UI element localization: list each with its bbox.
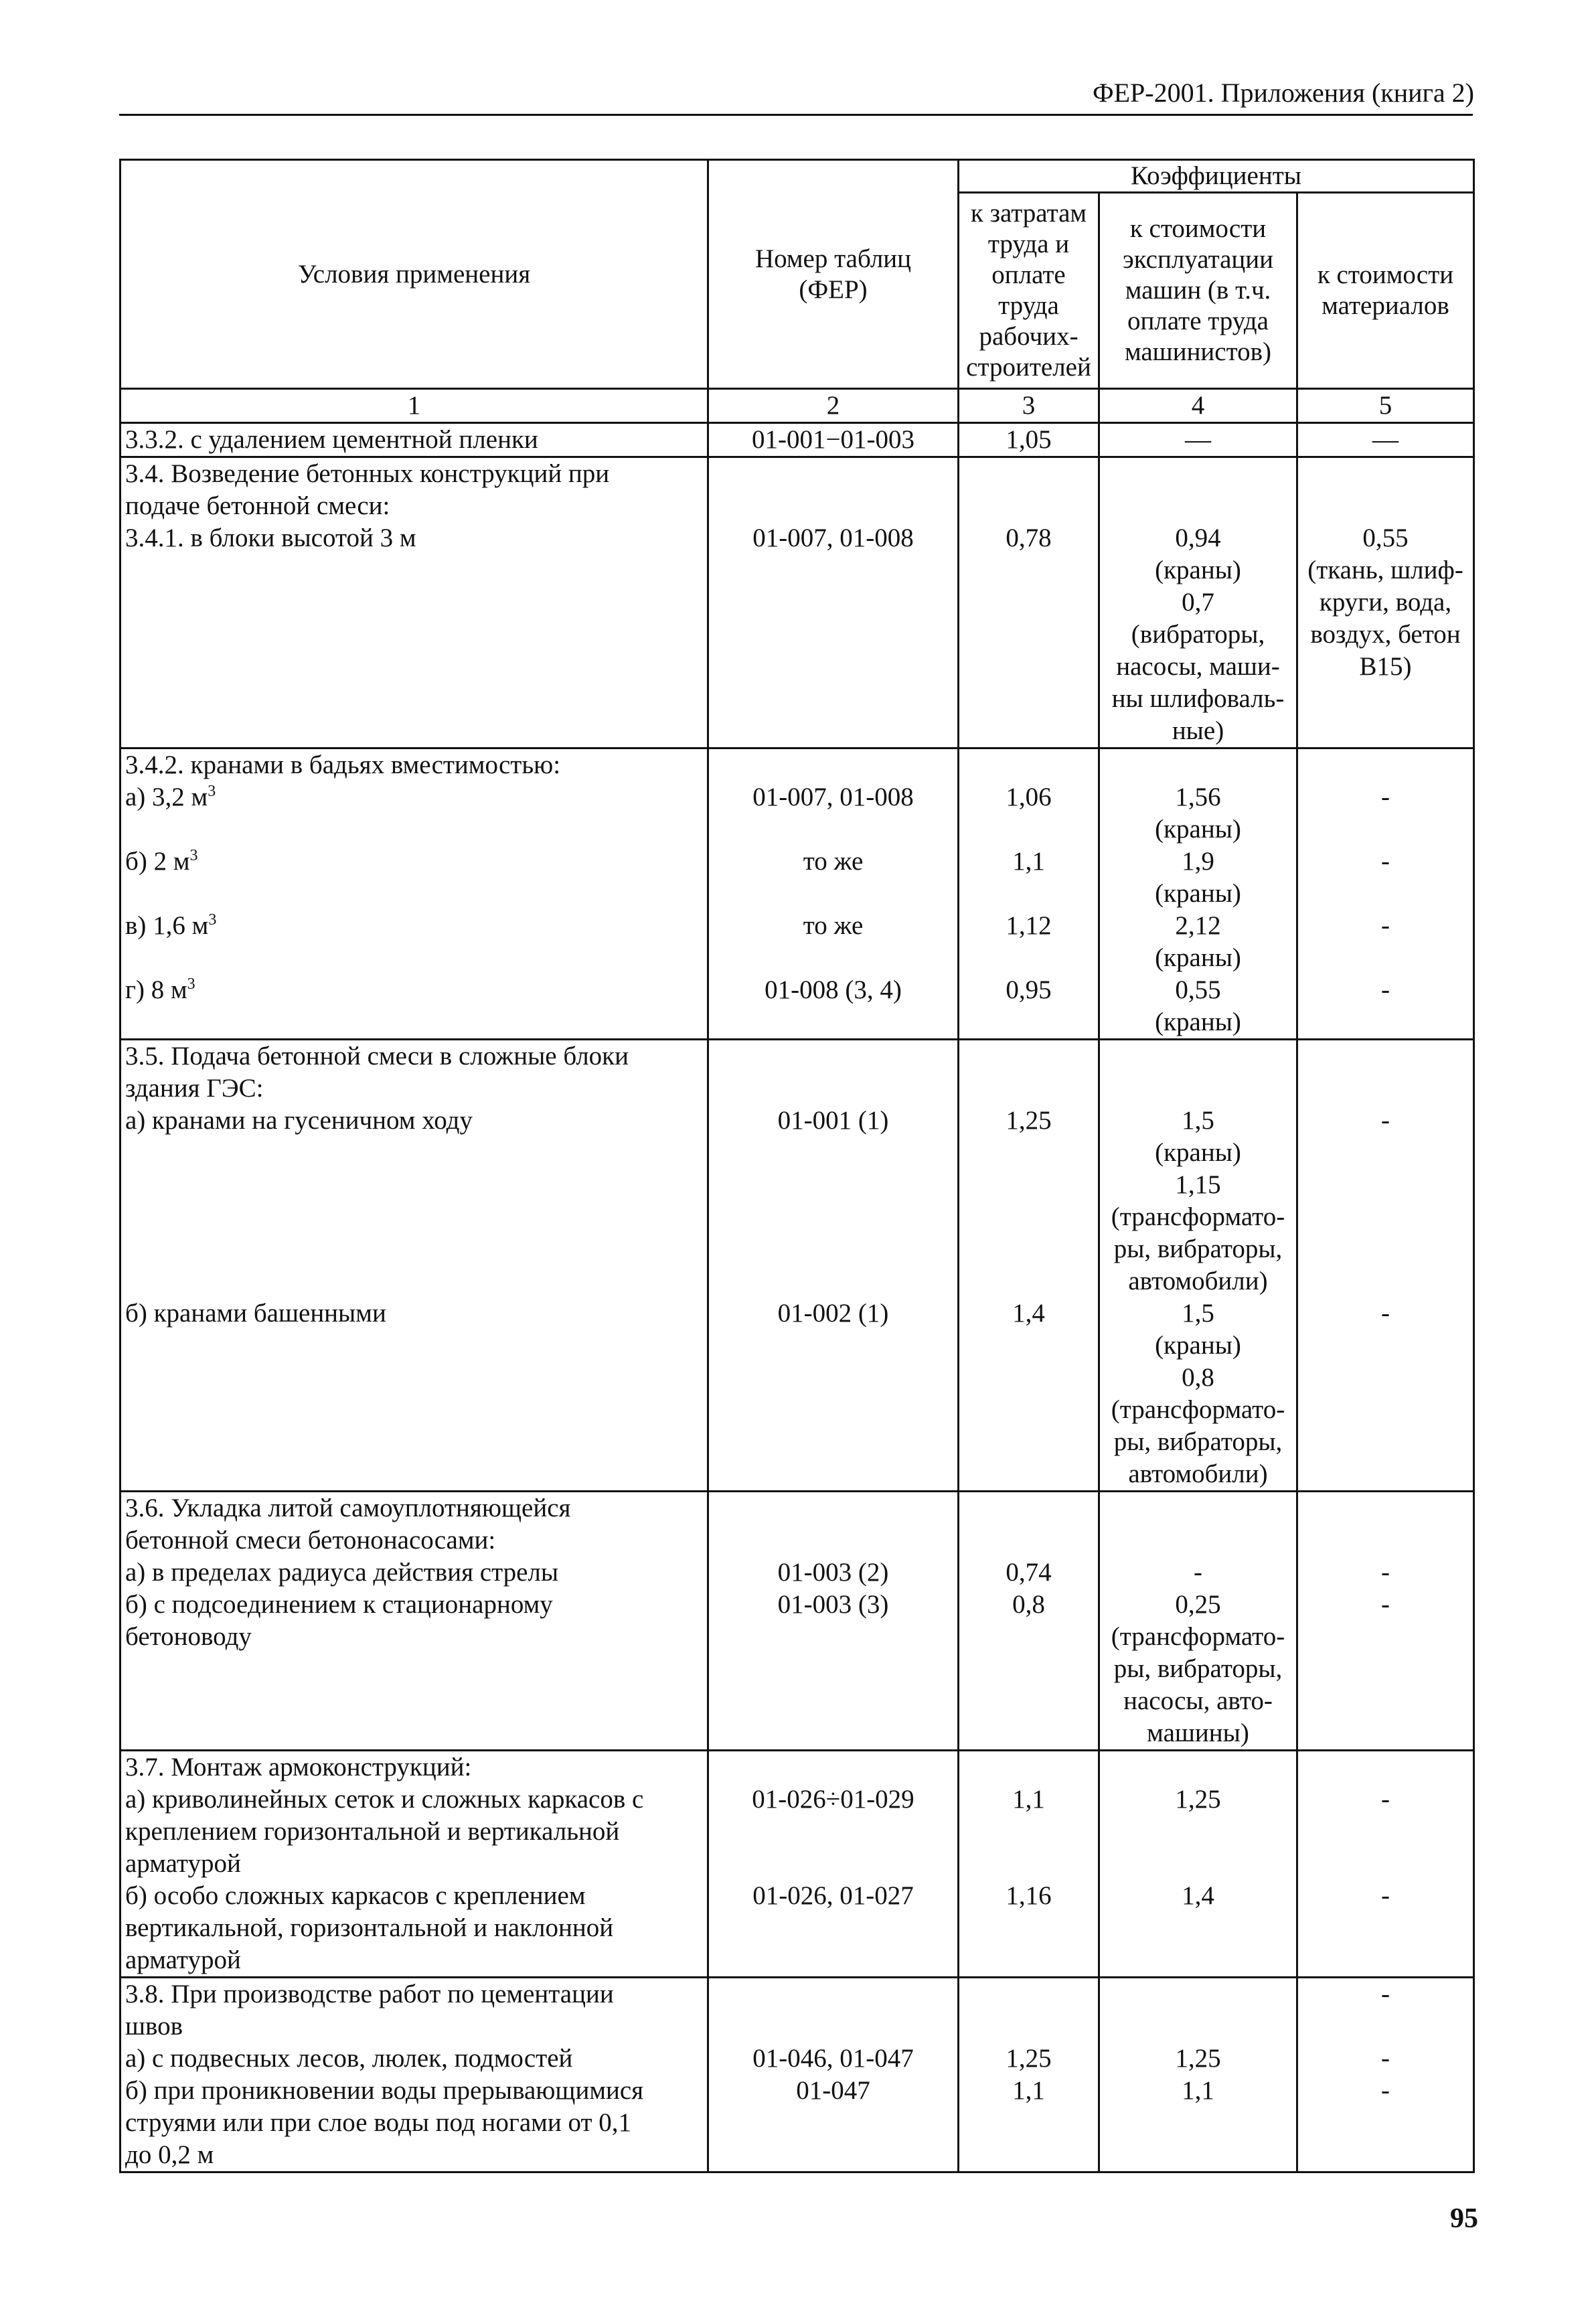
table-number-cell: 01-007, 01-008 то же то же 01-008 (3, 4) [708, 748, 959, 1040]
header-table-numbers: Номер таблиц (ФЕР) [708, 160, 959, 389]
header-labor: к затратам труда и оплате труда рабочих-строителей [959, 193, 1099, 389]
section-title: 3.5. Подача бетонной смеси в сложные блоки [125, 1042, 629, 1071]
section-title: 3.4. Возведение бетонных конструкций при [125, 459, 610, 488]
section-title: здания ГЭС: [125, 1074, 264, 1103]
section-title: 3.4.2. кранами в бадьях вместимостью: [125, 750, 561, 779]
col-number: 3 [959, 389, 1099, 423]
materials-cell: - - [1297, 1751, 1474, 1978]
header-coefficients: Коэффициенты [959, 160, 1474, 193]
table-row [121, 1492, 1474, 1751]
machines-cell: 1,5 (краны) 1,15 (трансформато- ры, вибраторы, автомобили) 1,5 (краны) 0,8 (трансформато- ры, вибраторы, автомобили) [1099, 1040, 1297, 1492]
materials-cell: 0,55 (ткань, шлиф- круги, вода, воздух, бетон В15) [1297, 457, 1474, 748]
col-number: 1 [121, 389, 708, 423]
labor-cell: 1,25 1,4 [959, 1040, 1099, 1492]
table-number-cell: 01-007, 01-008 [708, 457, 959, 748]
labor-cell: 0,78 [959, 457, 1099, 748]
condition-cell: 3.6. Укладка литой самоуплотняющейся бетонной смеси бетононасосами: а) в пределах радиуса действия стрелы б) с подсоединением к стационарному бетоноводу [121, 1492, 708, 1751]
materials-cell: — [1297, 423, 1474, 457]
table-row [121, 748, 1474, 1040]
col-number: 4 [1099, 389, 1297, 423]
section-title: 3.7. Монтаж армоконструкций: [125, 1753, 472, 1781]
labor-cell: 1,05 [959, 423, 1099, 457]
col-number: 5 [1297, 389, 1474, 423]
machines-cell: — [1099, 423, 1297, 457]
table-row [121, 1751, 1474, 1978]
condition-cell: 3.8. При производстве работ по цементации швов а) с подвесных лесов, люлек, подмостей б) при проникновении воды прерывающимися струями или при слое воды под ногами от 0,1 до 0,2 м [121, 1978, 708, 2172]
table-number-cell: 01-001−01-003 [708, 423, 959, 457]
table-row [121, 1040, 1474, 1492]
condition-text: 3.4.1. в блоки высотой 3 м [125, 524, 416, 552]
section-title: 3.8. При производстве работ по цементации [125, 1980, 614, 2008]
header-rule [119, 114, 1473, 116]
table-row [121, 457, 1474, 748]
labor-cell: 1,1 1,16 [959, 1751, 1099, 1978]
materials-cell: - - - [1297, 1978, 1474, 2172]
header-materials: к стоимости материалов [1297, 193, 1474, 389]
table-number-cell: 01-001 (1) 01-002 (1) [708, 1040, 959, 1492]
condition-cell [121, 457, 708, 748]
machines-cell: 1,25 1,4 [1099, 1751, 1297, 1978]
col-number: 2 [708, 389, 959, 423]
header-machines: к стоимости эксплуатации машин (в т.ч. оплате труда машинистов) [1099, 193, 1297, 389]
table-number-cell: 01-026÷01-029 01-026, 01-027 [708, 1751, 959, 1978]
table-row [121, 1978, 1474, 2172]
table-number-cell: 01-003 (2) 01-003 (3) [708, 1492, 959, 1751]
section-title: подаче бетонной смеси: [125, 491, 390, 520]
section-title: швов [125, 2012, 183, 2041]
section-title: 3.6. Укладка литой самоуплотняющейся [125, 1494, 571, 1522]
condition-cell: 3.5. Подача бетонной смеси в сложные блоки здания ГЭС: а) кранами на гусеничном ходу б) кранами башенными [121, 1040, 708, 1492]
section-title: бетонной смеси бетононасосами: [125, 1526, 496, 1555]
running-header: ФЕР-2001. Приложения (книга 2) [1093, 78, 1474, 108]
materials-cell: - - [1297, 1040, 1474, 1492]
materials-cell: - - [1297, 1492, 1474, 1751]
machines-cell: - 0,25 (трансформато- ры, вибраторы, насосы, авто- машины) [1099, 1492, 1297, 1751]
condition-cell: 3.3.2. с удалением цементной пленки [121, 423, 708, 457]
table-number-cell: 01-046, 01-047 01-047 [708, 1978, 959, 2172]
machines-cell: 0,94 (краны) 0,7 (вибраторы, насосы, маши- ны шлифоваль- ные) [1099, 457, 1297, 748]
machines-cell: 1,25 1,1 [1099, 1978, 1297, 2172]
labor-cell: 1,25 1,1 [959, 1978, 1099, 2172]
condition-cell: 3.7. Монтаж армоконструкций: а) криволинейных сеток и сложных каркасов с креплением горизонтальной и вертикальной арматурой б) особо сложных каркасов с креплением вертикальной, горизонтальной и наклонной арматурой [121, 1751, 708, 1978]
machines-cell: 1,56 (краны) 1,9 (краны) 2,12 (краны) 0,55 (краны) [1099, 748, 1297, 1040]
labor-cell: 1,06 1,1 1,12 0,95 [959, 748, 1099, 1040]
condition-cell: 3.4.2. кранами в бадьях вместимостью: а) 3,2 $м^3$ б) 2 $м^3$ в) 1,6 $м^3$ г) 8 $м^3$ [121, 748, 708, 1040]
page-number: 95 [1450, 2203, 1478, 2234]
table-row [121, 423, 1474, 457]
labor-cell: 0,74 0,8 [959, 1492, 1099, 1751]
coefficients-table [119, 159, 1475, 2173]
header-conditions: Условия применения [121, 160, 708, 389]
materials-cell: - - - - [1297, 748, 1474, 1040]
